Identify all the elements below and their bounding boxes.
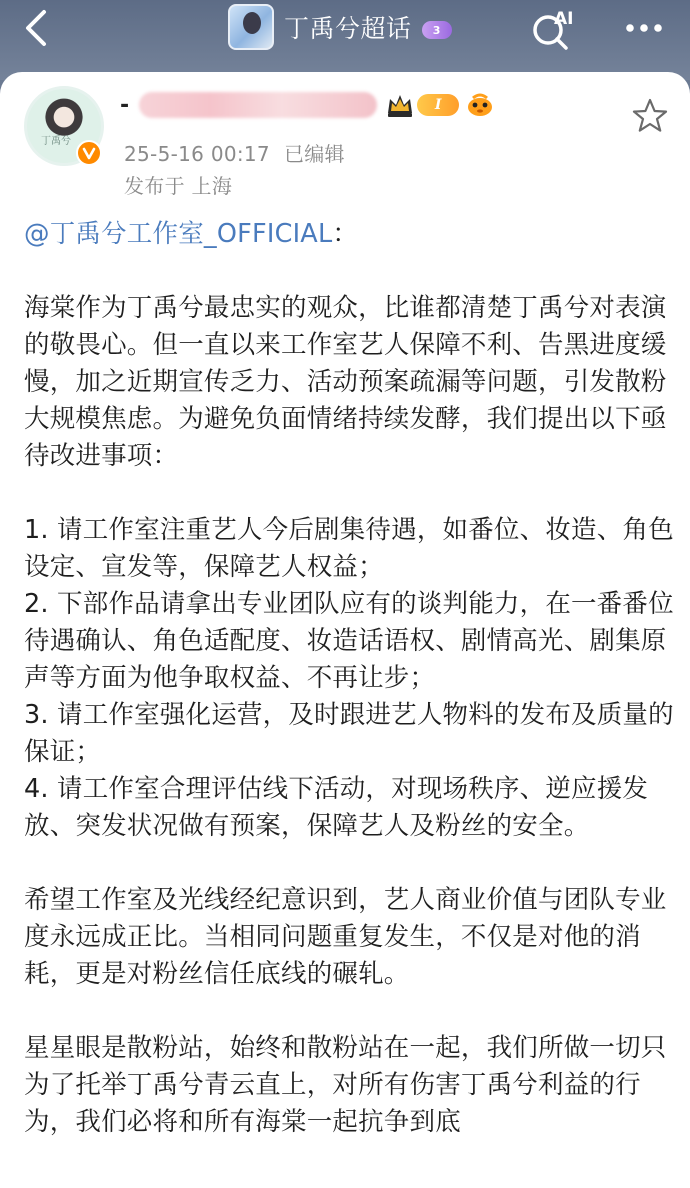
post-timestamp: 25-5-16 00:17 xyxy=(124,142,270,166)
paragraph-intro: 海棠作为丁禹兮最忠实的观众，比谁都清楚丁禹兮对表演的敬畏心。但一直以来工作室艺人保障不利、告黑进度缓慢，加之近期宣传乏力、活动预案疏漏等问题，引发散粉大规模焦虑。为避免负面情绪持续发酵，我们提出以下亟待改进事项： xyxy=(24,293,667,471)
list-item-1: 1. 请工作室注重艺人今后剧集待遇，如番位、妆造、角色设定、宣发等，保障艺人权益； xyxy=(24,515,674,582)
mention-link[interactable]: @丁禹兮工作室_OFFICIAL xyxy=(24,219,333,249)
post-location: 发布于 上海 xyxy=(124,174,233,198)
list-item-3: 3. 请工作室强化运营，及时跟进艺人物料的发布及质量的保证； xyxy=(24,700,674,767)
post-meta xyxy=(124,138,345,167)
author-name-dash: - xyxy=(120,92,130,118)
rank-badge: I xyxy=(417,94,459,116)
topic-title-group[interactable] xyxy=(228,4,452,50)
avatar-caption: 丁禹兮 xyxy=(41,136,71,147)
topic-level-badge: 3 xyxy=(422,21,452,39)
back-arrow-icon[interactable] xyxy=(18,8,58,48)
author-name-row[interactable] xyxy=(120,88,495,122)
list-item-4: 4. 请工作室合理评估线下活动，对现场秩序、逆应援发放、突发状况做有预案，保障艺人及粉丝的安全。 xyxy=(24,774,649,841)
ai-search-icon[interactable] xyxy=(528,6,578,52)
paragraph-hope: 希望工作室及光线经纪意识到，艺人商业价值与团队专业度永远成正比。当相同问题重复发生，不仅是对他的消耗，更是对粉丝信任底线的碾轧。 xyxy=(24,885,667,989)
star-icon[interactable] xyxy=(630,96,670,136)
author-name-redacted xyxy=(139,92,377,118)
verified-v-icon xyxy=(76,140,102,166)
list-item-2: 2. 下部作品请拿出专业团队应有的谈判能力，在一番番位待遇确认、角色适配度、妆造话语权、剧情高光、剧集原声等方面为他争取权益、不再让步； xyxy=(24,589,674,693)
top-nav-bar xyxy=(0,0,690,80)
vip-crown-icon xyxy=(385,91,415,119)
more-dots-icon[interactable] xyxy=(622,10,666,46)
post-body xyxy=(24,216,674,1141)
topic-title: 丁禹兮超话 xyxy=(284,14,412,43)
ai-label: AI xyxy=(554,9,574,29)
topic-thumbnail xyxy=(228,4,274,50)
mention-suffix: ： xyxy=(332,219,359,249)
paragraph-closing: 星星眼是散粉站，始终和散粉站在一起，我们所做一切只为了托举丁禹兮青云直上，对所有伤害丁禹兮利益的行为，我们必将和所有海棠一起抗争到底 xyxy=(24,1033,667,1137)
post-card xyxy=(0,72,690,1188)
edited-label[interactable]: 已编辑 xyxy=(283,142,345,166)
pet-icon xyxy=(465,92,495,118)
